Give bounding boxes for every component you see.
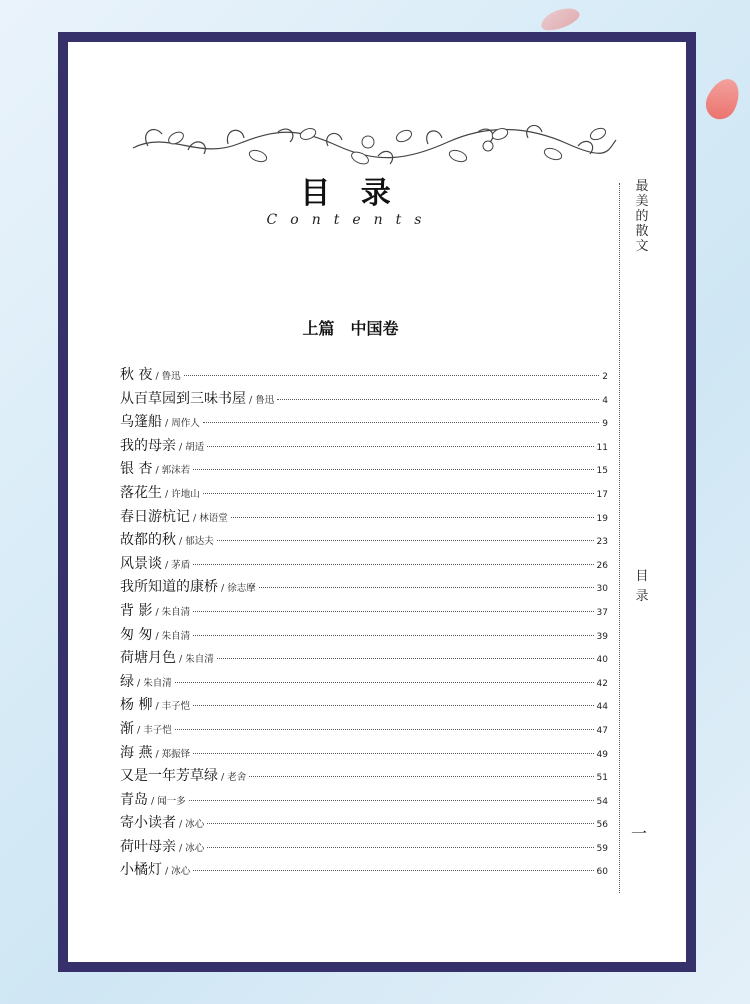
toc-entry-title: 杨 柳: [120, 697, 153, 714]
toc-entry-author: / 老舍: [221, 772, 247, 784]
page-title: 目 录: [300, 176, 401, 211]
toc-entry[interactable]: [120, 600, 608, 624]
toc-entry[interactable]: [120, 789, 608, 813]
toc-leader-dots: [207, 847, 593, 848]
toc-entry-title: 寄小读者: [120, 815, 176, 832]
toc-entry-page: 9: [602, 419, 608, 430]
toc-entry-page: 15: [596, 466, 608, 477]
toc-entry-author: / 冰心: [179, 842, 205, 854]
toc-entry-title: 乌篷船: [120, 414, 162, 431]
toc-entry[interactable]: [120, 364, 608, 388]
toc-entry-author: / 朱自清: [155, 630, 191, 642]
toc-entry-author: / 朱自清: [137, 677, 172, 689]
toc-entry-author: / 冰心: [179, 819, 205, 831]
section-label-vertical: 目录: [635, 569, 649, 604]
toc-entry[interactable]: [120, 529, 608, 553]
toc-entry-title: 银 杏: [120, 461, 153, 478]
toc-entry-author: / 丰子恺: [155, 701, 191, 713]
toc-entry[interactable]: [120, 812, 608, 836]
toc-entry[interactable]: [120, 765, 608, 789]
toc-leader-dots: [217, 658, 594, 659]
toc-leader-dots: [193, 705, 593, 706]
toc-entry-page: 47: [596, 725, 608, 736]
toc-entry-title: 渐: [120, 720, 134, 737]
toc-entry[interactable]: [120, 435, 608, 459]
toc-leader-dots: [193, 870, 593, 871]
toc-entry-author: / 林语堂: [193, 512, 228, 524]
toc-leader-dots: [193, 611, 593, 612]
toc-entry-title: 匆 匆: [120, 626, 153, 643]
toc-entry-author: / 丰子恺: [137, 724, 172, 736]
toc-leader-dots: [184, 375, 600, 376]
vine-ornament: [128, 120, 618, 170]
toc-entry-page: 49: [596, 749, 608, 760]
toc-leader-dots: [207, 446, 593, 447]
toc-entry-author: / 郁达夫: [179, 536, 214, 548]
toc-entry-page: 44: [596, 702, 608, 713]
toc-entry[interactable]: [120, 836, 608, 860]
toc-entry-title: 青岛: [120, 791, 148, 808]
toc-entry-title: 又是一年芳草绿: [120, 768, 218, 785]
toc-entry-title: 落花生: [120, 484, 162, 501]
toc-entry-page: 2: [602, 372, 608, 382]
toc-entry-page: 54: [596, 796, 608, 807]
toc-leader-dots: [193, 753, 593, 754]
toc-entry-author: / 朱自清: [155, 606, 191, 618]
toc-leader-dots: [231, 517, 594, 518]
page-subtitle: Contents: [266, 212, 435, 228]
toc-entry-title: 秋 夜: [120, 367, 153, 383]
toc-leader-dots: [203, 493, 594, 494]
toc-entry-title: 我的母亲: [120, 437, 176, 454]
toc-entry-page: 37: [596, 607, 608, 618]
toc-leader-dots: [193, 564, 593, 565]
toc-entry-title: 从百草园到三味书屋: [120, 390, 246, 407]
toc-leader-dots: [203, 422, 600, 423]
toc-entry-page: 26: [596, 560, 608, 571]
toc-entry-title: 小橘灯: [120, 862, 162, 879]
toc-leader-dots: [193, 635, 593, 636]
toc-entry-author: / 鲁迅: [155, 371, 181, 382]
toc-leader-dots: [207, 823, 593, 824]
toc-entry-title: 春日游杭记: [120, 508, 190, 525]
toc-entry-title: 我所知道的康桥: [120, 579, 218, 596]
toc-entry-title: 荷叶母亲: [120, 838, 176, 855]
toc-entry-page: 4: [602, 395, 608, 406]
toc-entry-author: / 郭沫若: [155, 465, 191, 477]
toc-leader-dots: [175, 729, 594, 730]
toc-entry[interactable]: [120, 458, 608, 482]
toc-entry-author: / 朱自清: [179, 654, 214, 666]
toc-leader-dots: [259, 587, 594, 588]
toc-entry-author: / 郑振铎: [155, 748, 191, 760]
toc-leader-dots: [249, 776, 593, 777]
toc-entry-author: / 徐志摩: [221, 583, 256, 595]
toc-entry[interactable]: [120, 742, 608, 766]
toc-entry[interactable]: [120, 647, 608, 671]
toc-entry-page: 40: [596, 655, 608, 666]
toc-entry[interactable]: [120, 694, 608, 718]
page-number: 一: [631, 824, 648, 843]
toc-entry-author: / 冰心: [165, 866, 191, 878]
book-page: [68, 42, 686, 962]
toc-entry-page: 42: [596, 678, 608, 689]
toc-entry-title: 荷塘月色: [120, 650, 176, 667]
toc-entry-author: / 周作人: [165, 418, 200, 430]
toc-entry-page: 17: [596, 489, 608, 500]
toc-leader-dots: [193, 469, 593, 470]
toc-entry-author: / 闻一多: [151, 795, 186, 807]
toc-entry[interactable]: [120, 553, 608, 577]
petal-decoration: [701, 74, 746, 125]
toc-entry[interactable]: [120, 859, 608, 883]
toc-entry[interactable]: [120, 388, 608, 412]
book-title-vertical: 最美的散文: [635, 179, 649, 254]
toc-entry-page: 60: [596, 867, 608, 878]
toc-entry-page: 23: [596, 537, 608, 548]
toc-entry[interactable]: [120, 671, 608, 695]
toc-entry-title: 故都的秋: [120, 532, 176, 549]
toc-entry[interactable]: [120, 482, 608, 506]
petal-decoration: [538, 4, 582, 35]
toc-entry[interactable]: [120, 411, 608, 435]
toc-entry-title: 风景谈: [120, 555, 162, 572]
section-heading: 上篇 中国卷: [302, 319, 399, 338]
toc-leader-dots: [217, 540, 594, 541]
toc-entry-author: / 许地山: [165, 488, 200, 500]
toc-entry-author: / 鲁迅: [249, 394, 275, 406]
toc-entry[interactable]: [120, 718, 608, 742]
toc-entry[interactable]: [120, 506, 608, 530]
toc-list: [120, 364, 608, 883]
toc-entry-title: 绿: [120, 673, 134, 690]
toc-entry-page: 39: [596, 631, 608, 642]
toc-leader-dots: [175, 682, 594, 683]
toc-entry-page: 30: [596, 584, 608, 595]
vertical-divider: [619, 183, 620, 893]
toc-leader-dots: [189, 800, 594, 801]
toc-entry-title: 海 燕: [120, 744, 153, 761]
toc-leader-dots: [277, 399, 599, 400]
toc-entry-page: 11: [596, 442, 608, 453]
toc-entry[interactable]: [120, 624, 608, 648]
toc-entry-author: / 胡适: [179, 441, 205, 453]
toc-entry-page: 56: [596, 820, 608, 831]
toc-entry-page: 19: [596, 513, 608, 524]
toc-entry-title: 背 影: [120, 602, 153, 619]
toc-entry-author: / 茅盾: [165, 559, 191, 571]
toc-entry-page: 51: [596, 773, 608, 784]
toc-entry-page: 59: [596, 843, 608, 854]
toc-entry[interactable]: [120, 576, 608, 600]
